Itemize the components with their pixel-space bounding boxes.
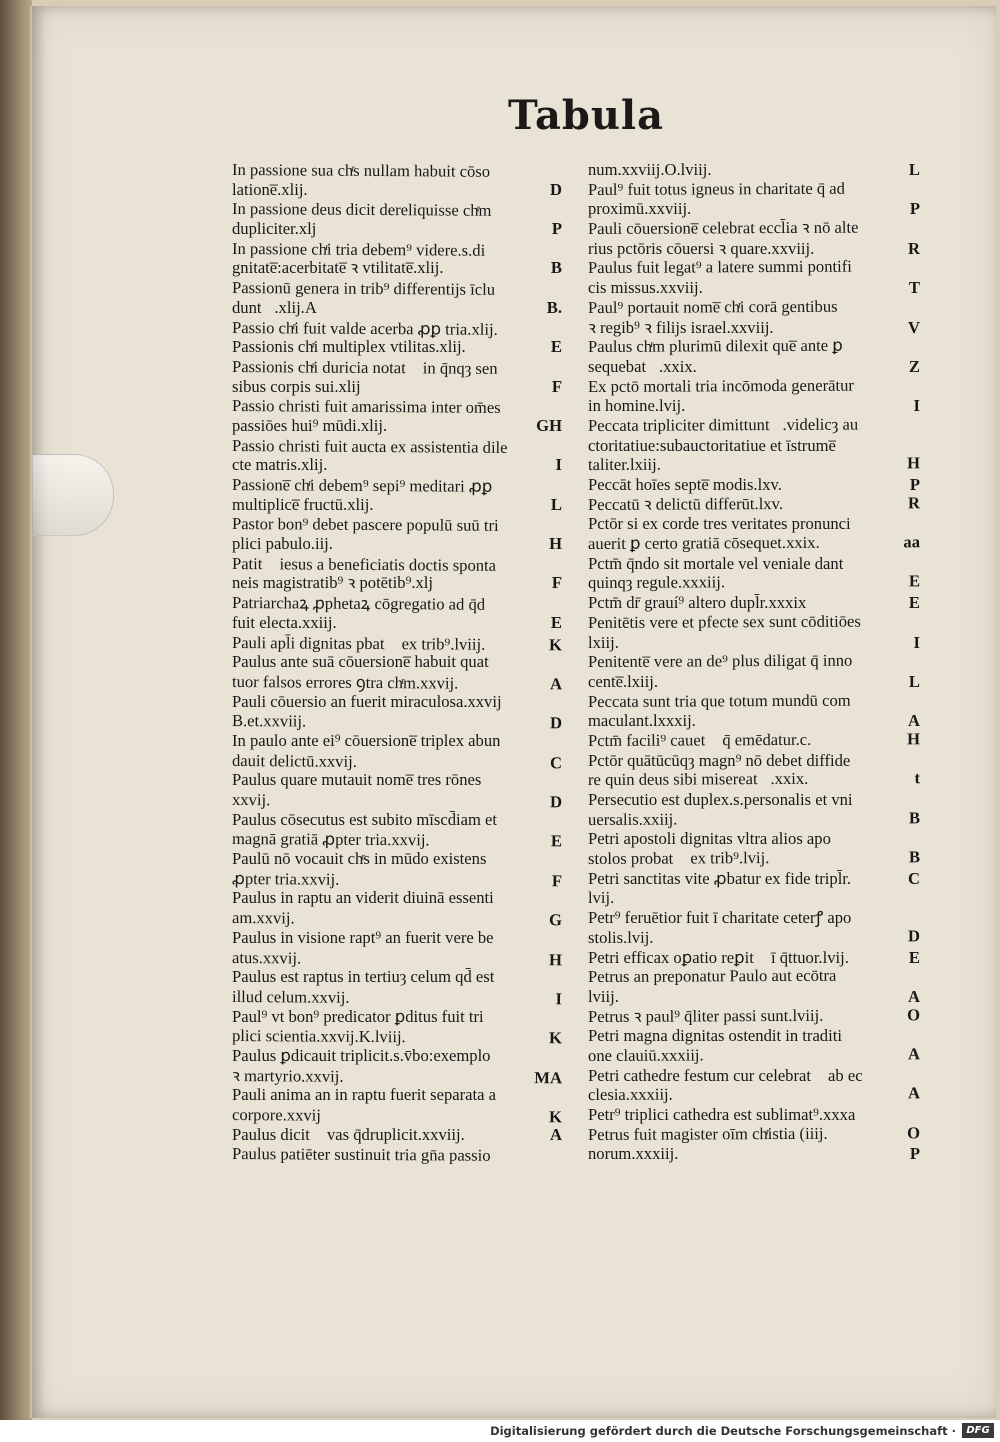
index-entry-line (588, 672, 920, 692)
index-entry-line (588, 454, 920, 475)
index-entry-line (232, 948, 562, 970)
index-entry-line (588, 178, 920, 199)
entry-text: Pctōr quātūcūqȝ magn⁹ nō debet diffide (588, 750, 851, 770)
index-entry-line (588, 554, 920, 574)
entry-text: illud celum.xxvij. (231, 986, 350, 1007)
index-entry-line (588, 572, 920, 593)
index-entry-line (588, 869, 920, 889)
entry-text: ꝛ martyrio.xxvij. (231, 1065, 344, 1086)
index-entry-line (232, 573, 562, 593)
index-entry-line (588, 1066, 920, 1086)
entry-marker: E (550, 337, 562, 357)
index-entry-line (232, 258, 562, 278)
index-entry-line (232, 475, 562, 497)
index-entry-line (588, 926, 920, 947)
index-entry-line (232, 278, 562, 300)
entry-text: Petri efficax oꝑatio reꝑitᷣ ī q̄ttuor.lvij. (588, 947, 849, 967)
entry-marker: I (913, 632, 920, 652)
entry-marker: G (549, 910, 563, 930)
entry-marker: B (908, 847, 921, 867)
entry-marker: P (909, 475, 920, 494)
index-entry-line (232, 829, 562, 851)
entry-text: Passio chͬi fuit valde acerba ꝓꝑ tria.xlij. (231, 317, 498, 339)
index-entry-line (588, 790, 920, 810)
entry-marker: I (913, 396, 920, 416)
entry-text: Patriarchaꝝ ꝓphetaꝝ cōgregatio ad q̄d (231, 593, 486, 614)
entry-text: Pastor bon⁹ debet pascere populū suū tri (231, 514, 499, 536)
entry-marker: C (549, 752, 563, 772)
entry-text: Paulus in raptu an viderit diuinā essenti (232, 888, 494, 908)
footer-bar (0, 1420, 1000, 1442)
index-entry-line (232, 1026, 562, 1048)
entry-text: Petrus fuit magister oīm chͬistia (iiij. (587, 1123, 828, 1144)
index-entry-line (588, 633, 920, 653)
entry-marker: A (907, 1083, 921, 1103)
entry-text: Passio christi fuit aucta ex assistentia dile (231, 435, 508, 457)
entry-text: In paulo ante ei⁹ cōuersione̅ triplex abun (232, 730, 501, 750)
entry-text: am.xxvij. (231, 908, 295, 928)
index-entry-line (232, 888, 562, 908)
entry-marker: E (550, 831, 563, 851)
entry-text: Paulus est raptus in tertiuȝ celum qd̄ est (232, 967, 495, 987)
index-entry-line (232, 613, 562, 633)
entry-text: Peccata tripliciter dimittuntᷣ.videlicȝ au (587, 414, 859, 435)
entry-text: Pctm̄ facili⁹ cauetᷣ q̄ emēdatur.c. (587, 729, 812, 750)
entry-text: clesia.xxxiij. (587, 1084, 673, 1105)
index-entry-line (232, 337, 562, 357)
entry-text: sequebatᷣ.xxix. (588, 356, 697, 376)
index-entry-line (232, 790, 562, 812)
entry-marker: K (549, 634, 563, 654)
entry-marker: B (550, 258, 562, 278)
entry-marker: L (908, 671, 920, 691)
index-entry-line (232, 593, 562, 615)
entry-marker: aa (903, 532, 921, 552)
index-entry-line (588, 532, 920, 553)
index-entry-line (588, 611, 920, 632)
entry-text: Paulus dicitᷣ vas q̄druplicit.xxviij. (232, 1124, 465, 1144)
entry-text: cis missus.xxviij. (588, 278, 703, 298)
entry-text: dupliciter.xlj (232, 219, 317, 239)
index-entry-line (232, 731, 562, 751)
entry-marker: O (907, 1122, 921, 1143)
index-entry-line (232, 1046, 562, 1066)
entry-marker: R (908, 238, 920, 258)
binding-board (0, 0, 32, 1420)
entry-text: gnitate̅:acerbitate̅ ꝛ vtilitate̅.xlij. (232, 258, 444, 278)
entry-marker: L (550, 494, 562, 514)
entry-text: Paulus chͬm plurimū dilexit que̅ ante ꝑ (587, 335, 843, 357)
entry-text: Paulus fuit legat⁹ a latere summi pontifi (587, 257, 852, 278)
index-entry-line (588, 1144, 920, 1164)
index-entry-line (232, 377, 562, 397)
entry-text: plici pabulo.iij. (232, 534, 333, 554)
entry-text: Paulū nō vocauit chͬs in mūdo existens (232, 849, 487, 869)
entry-marker: P (909, 199, 920, 219)
entry-marker: E (908, 593, 920, 613)
entry-marker: Z (908, 356, 920, 376)
index-entry-line (588, 965, 920, 986)
entry-text: plici scientia.xxvij.K.lviij. (231, 1026, 406, 1047)
index-entry-line (588, 729, 920, 750)
index-column-left (232, 160, 562, 1164)
index-entry-line (588, 769, 920, 790)
index-entry-line (232, 672, 562, 694)
entry-marker: T (908, 278, 920, 298)
entry-text: Petri magna dignitas ostendit in traditi (588, 1026, 842, 1046)
index-entry-line (232, 987, 562, 1009)
index-entry-line (588, 257, 920, 278)
index-entry-line (232, 357, 562, 379)
entry-text: lxiij. (588, 632, 619, 652)
index-entry-line (232, 514, 562, 536)
index-entry-line (232, 869, 562, 891)
entry-marker: D (549, 792, 563, 812)
entry-text: Pauli cōuersione̅ celebrat eccl̄ia ꝛ nō alte (587, 217, 859, 239)
entry-text: Peccatū ꝛ delictū differūt.lxv. (587, 493, 783, 514)
entry-marker: F (551, 573, 562, 593)
entry-text: Patitᷣ iesus a beneficiatis doctis sponta (231, 553, 497, 575)
index-entry-line (232, 554, 562, 576)
entry-marker: I (555, 455, 562, 475)
entry-text: In passione chͬi tria debem⁹ videre.s.di (231, 238, 486, 260)
index-entry-line (588, 1044, 920, 1065)
index-entry-line (232, 652, 562, 672)
index-entry-line (588, 593, 920, 613)
entry-text: Passionū genera in trib⁹ differentijs īclu (231, 278, 496, 299)
index-entry-line (232, 711, 562, 733)
entry-text: Peccāt hoīes septe̅ modis.lxv. (588, 475, 782, 494)
index-entry-line (588, 436, 920, 456)
entry-text: Paulus quare mutauit nome̅ tres rōnes (232, 770, 482, 790)
index-entry-line (588, 829, 920, 849)
index-entry-line (232, 180, 562, 200)
index-entry-line (588, 1005, 920, 1026)
entry-text: In passione deus dicit dereliquisse chͬm (231, 199, 492, 221)
index-entry-line (588, 278, 920, 298)
entry-text: stolis.lvij. (587, 927, 654, 947)
entry-text: Petrus ꝛ paul⁹ q̄liter passi sunt.lviij. (587, 1005, 824, 1026)
entry-text: ꝓpter tria.xxvij. (231, 868, 340, 889)
entry-marker: B (908, 807, 921, 828)
entry-text: Peccata sunt tria que totum mundū com (587, 690, 851, 711)
index-entry-line (588, 711, 920, 731)
entry-text: Paul⁹ portauit nome̅ chͬi corā gentibus (587, 296, 838, 317)
entry-marker: E (908, 571, 921, 591)
index-entry-line (588, 239, 920, 259)
index-entry-line (232, 1085, 562, 1105)
entry-text: Persecutio est duplex.s.personalis et vni (588, 790, 853, 809)
entry-text: Paulus in visione rapt⁹ an fuerit vere be (232, 927, 494, 947)
index-entry-line (232, 810, 562, 830)
index-entry-line (588, 160, 920, 180)
entry-marker: MA (534, 1067, 563, 1087)
index-entry-line (588, 690, 920, 711)
index-entry-line (588, 217, 920, 238)
entry-marker: H (549, 534, 562, 554)
index-entry-line (588, 357, 920, 377)
index-entry-line (588, 1084, 920, 1105)
index-entry-line (232, 692, 562, 712)
entry-text: quinqȝ regule.xxxiij. (587, 572, 726, 593)
entry-marker: H (907, 729, 921, 749)
entry-marker: I (555, 989, 563, 1009)
entry-marker: t (914, 768, 921, 788)
index-entry-line (232, 239, 562, 261)
entry-text: B.et.xxviij. (231, 711, 307, 731)
entry-text: Ex pctō mortali tria incōmoda generātur (587, 375, 854, 396)
index-entry-line (232, 396, 562, 418)
entry-text: Pauli anima an in raptu fuerit separata a (232, 1085, 497, 1105)
entry-text: re quin deus sibi misereatᷣ.xxix. (587, 769, 809, 790)
entry-text: passiōes hui⁹ mūdi.xlij. (232, 415, 388, 435)
entry-marker: D (549, 713, 563, 733)
index-entry-line (232, 1007, 562, 1027)
entry-text: uersalis.xxiij. (587, 809, 678, 829)
entry-text: Pctm̄ dr̄ grauí⁹ altero dupl̄r.xxxix (588, 593, 807, 613)
entry-text: Petri apostoli dignitas vltra alios apo (588, 829, 831, 849)
entry-text: Petr⁹ feruētior fuit ī charitate ceterꝭ apo (588, 908, 852, 928)
index-entry-line (588, 396, 920, 416)
entry-text: in homine.lvij. (588, 396, 686, 416)
index-entry-line (588, 1123, 920, 1144)
index-entry-line (232, 751, 562, 773)
index-entry-line (588, 1105, 920, 1125)
entry-marker: A (549, 674, 563, 694)
entry-marker: A (908, 986, 920, 1006)
entry-text: magnā gratiā ꝓpter tria.xxvij. (231, 829, 430, 850)
entry-text: Paul⁹ fuit totus igneus in charitate q̄ ad (587, 178, 845, 199)
entry-text: ꝛ regib⁹ ꝛ filijs israel.xxviij. (588, 317, 774, 337)
entry-text: Passionis chͬi duricia notatᷣ in q̄nqȝ sen (231, 356, 498, 378)
entry-text: maculant.lxxxij. (588, 711, 696, 731)
entry-marker: A (908, 711, 920, 731)
index-entry-line (588, 908, 920, 928)
footer-credit: Digitalisierung gefördert durch die Deutsche Forschungsgemeinschaft · (490, 1424, 956, 1438)
index-entry-line (588, 375, 920, 396)
entry-marker: K (549, 1107, 563, 1127)
entry-text: multiplice̅ fructū.xlij. (232, 494, 374, 514)
index-entry-line (588, 887, 920, 908)
entry-marker: F (551, 376, 562, 396)
index-entry-line (588, 493, 920, 514)
entry-text: cente̅.lxiij. (588, 671, 659, 691)
entry-text: taliter.lxiij. (587, 454, 661, 475)
index-entry-line (232, 1144, 562, 1166)
index-entry-line (588, 987, 920, 1007)
index-entry-line (232, 849, 562, 869)
page-title: Tabula (508, 92, 665, 139)
index-entry-line (588, 514, 920, 534)
index-entry-line (588, 296, 920, 317)
entry-marker: D (550, 179, 562, 199)
entry-text: corpore.xxvij (231, 1105, 322, 1125)
entry-text: Paul⁹ vt bon⁹ predicator ꝑditus fuit tri (232, 1006, 484, 1026)
index-entry-line (232, 436, 562, 458)
index-entry-line (232, 1125, 562, 1145)
entry-text: sibus corpis sui.xlij (232, 376, 361, 396)
entry-text: ctoritatiue:subauctoritatiue et īstrume̅ (588, 435, 836, 455)
index-entry-line (232, 495, 562, 515)
entry-marker: E (550, 612, 562, 632)
entry-text: dauit delictū.xxvij. (231, 750, 357, 771)
entry-marker: F (551, 870, 563, 891)
entry-marker: C (908, 868, 920, 888)
entry-text: Paulus ante suā cōuersione̅ habuit quat (232, 652, 489, 672)
entry-text: norum.xxxiij. (588, 1144, 679, 1164)
index-entry-line (588, 808, 920, 829)
entry-text: Paulus ꝑdicauit triplicit.s.v̄bo:exemplo (232, 1045, 491, 1065)
index-entry-line (588, 414, 920, 435)
entry-marker: O (907, 1004, 921, 1024)
entry-marker: R (907, 492, 921, 513)
entry-text: tuor falsos errores ꝯtra chͬm.xxvij. (231, 671, 459, 693)
entry-marker: D (907, 926, 921, 946)
entry-text: Petrus an preponatur Paulo aut ecōtra (587, 965, 837, 987)
entry-text: fuit electa.xxiij. (232, 612, 337, 632)
index-entry-line (588, 847, 920, 868)
index-entry-line (232, 298, 562, 318)
entry-text: Pctōr si ex corde tres veritates pronunci (588, 514, 851, 534)
index-entry-line (232, 908, 562, 930)
index-entry-line (232, 318, 562, 340)
entry-text: Penitente̅ vere an de⁹ plus diligat q̄ inno (587, 650, 853, 672)
entry-text: lvij. (587, 888, 615, 908)
entry-marker: H (907, 453, 921, 473)
index-entry-line (232, 770, 562, 790)
entry-marker: A (907, 1044, 921, 1064)
index-entry-line (232, 160, 562, 182)
entry-marker: K (549, 1028, 563, 1048)
entry-marker: H (549, 949, 563, 969)
entry-text: Petri cathedre festum cur celebratᷣ ab ec (588, 1065, 863, 1085)
entry-text: stolos probatᷣ ex trib⁹.lvij. (587, 848, 770, 869)
entry-text: atus.xxvij. (231, 947, 302, 967)
entry-text: Paulus patiēter sustinuit tria gn̄a passio (231, 1144, 491, 1166)
entry-text: num.xxviij.O.lviij. (588, 160, 712, 179)
entry-marker: GH (536, 415, 562, 435)
entry-text: auerit ꝑ certo gratiā cōsequet.xxix. (587, 532, 820, 554)
index-entry-line (588, 751, 920, 771)
entry-text: cte matris.xlij. (232, 455, 328, 475)
entry-text: neis magistratib⁹ ꝛ potētib⁹.xlj (232, 573, 434, 593)
entry-text: Pauli cōuersio an fuerit miraculosa.xxvij (232, 691, 502, 711)
entry-text: duntᷣ.xlij.A (232, 297, 317, 317)
index-entry-line (232, 416, 562, 436)
page-clip (32, 454, 114, 536)
index-entry-line (588, 475, 920, 495)
index-entry-line (232, 455, 562, 475)
entry-text: Paulus cōsecutus est subito mīscd̄iam et (232, 809, 498, 829)
index-entry-line (232, 633, 562, 655)
entry-text: Penitētis vere et pfecte sex sunt cōditiōes (587, 611, 861, 632)
index-entry-line (588, 335, 920, 356)
index-entry-line (232, 967, 562, 987)
entry-marker: P (551, 219, 562, 239)
entry-text: Passione̅ chͬi debem⁹ sepi⁹ meditari ꝓꝑ (231, 475, 493, 496)
index-entry-line (232, 199, 562, 221)
entry-text: lviij. (588, 986, 619, 1006)
entry-marker: E (908, 947, 920, 967)
entry-text: latione̅.xlij. (232, 179, 308, 199)
index-entry-line (232, 1066, 562, 1088)
entry-text: Petr⁹ triplici cathedra est sublimat⁹.xxxa (588, 1105, 856, 1124)
entry-marker: P (909, 1144, 920, 1164)
entry-marker: V (908, 317, 920, 337)
index-entry-line (232, 1105, 562, 1127)
index-entry-line (588, 650, 920, 671)
index-entry-line (232, 928, 562, 948)
index-entry-line (588, 199, 920, 219)
entry-text: In passione sua chͬs nullam habuit cōso (231, 160, 491, 181)
index-entry-line (232, 534, 562, 554)
entry-text: Passionis chͬi multiplex vtilitas.xlij. (232, 337, 466, 357)
entry-text: Petri sanctitas vite ꝓbatur ex fide tripl̄r. (588, 868, 852, 888)
index-entry-line (232, 219, 562, 239)
entry-text: Passio christi fuit amarissima inter om̄es (231, 396, 501, 418)
entry-marker: B. (546, 297, 562, 317)
entry-marker: A (550, 1124, 562, 1144)
entry-text: rius pctōris cōuersi ꝛ quare.xxviij. (588, 238, 815, 258)
entry-text: Pauli apl̄i dignitas pbatᷣ ex trib⁹.lviij. (231, 632, 486, 654)
dfg-logo: DFG (962, 1423, 994, 1438)
entry-text: Pctm̄ q̄ndo sit mortale vel veniale dantᷣ (588, 553, 857, 573)
index-entry-line (588, 948, 920, 968)
entry-text: one clauiū.xxxiij. (587, 1045, 704, 1065)
entry-text: proximū.xxviij. (588, 199, 692, 219)
index-column-right (588, 160, 920, 1164)
index-entry-line (588, 318, 920, 338)
entry-text: xxvij. (231, 790, 271, 810)
index-entry-line (588, 1026, 920, 1046)
entry-marker: L (908, 160, 920, 179)
